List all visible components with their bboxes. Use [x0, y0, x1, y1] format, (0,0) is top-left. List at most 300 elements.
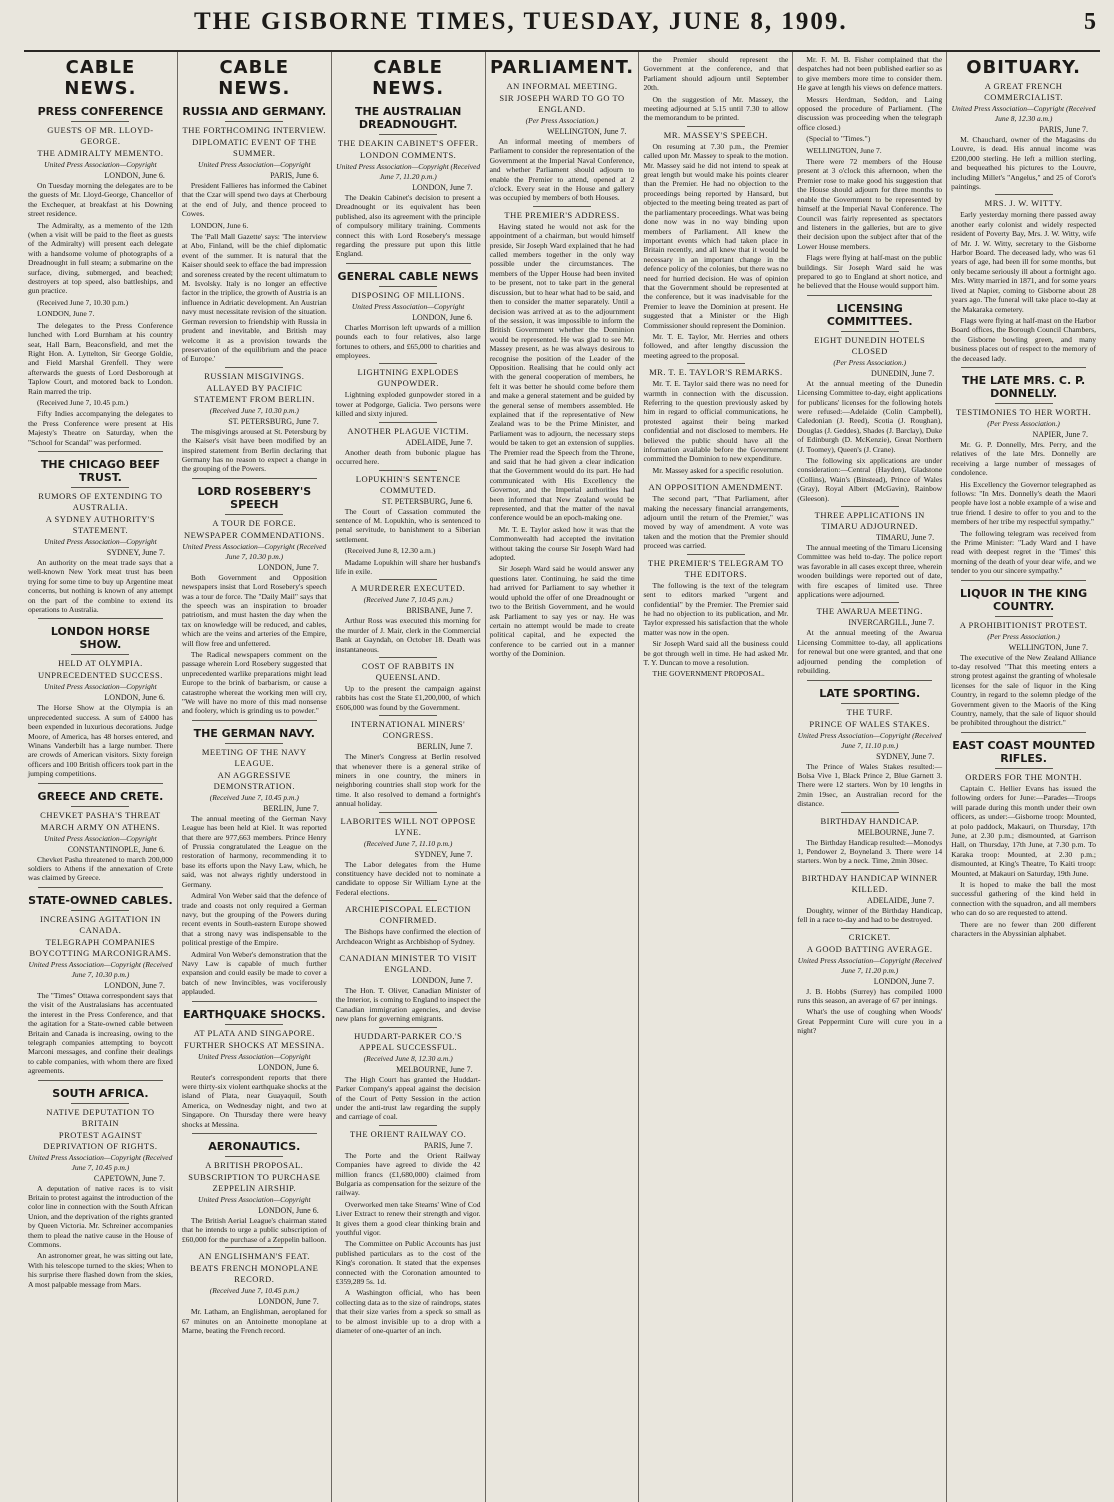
divider — [71, 121, 129, 122]
article-headline: EARTHQUAKE SHOCKS. — [183, 1007, 326, 1021]
wire-credit: (Per Press Association.) — [525, 116, 599, 125]
dateline: LONDON, June 6. — [412, 312, 473, 322]
article — [643, 554, 788, 679]
dateline: ADELAIDE, June 7. — [867, 895, 935, 905]
article-paragraph: Fifty Indies accompanying the delegates to the Press Conference were present at His Majesty's Theatre on Saturday, when the "School for Scandal" was performed. — [28, 409, 173, 447]
divider — [841, 602, 899, 603]
article-subheading: A SYDNEY AUTHORITY'S STATEMENT. — [45, 513, 156, 535]
article-subheading: HUDDART-PARKER CO.'S APPEAL SUCCESSFUL. — [354, 1030, 463, 1052]
dateline: ST. PETERSBURG, June 7. — [228, 416, 319, 426]
article — [336, 812, 481, 898]
article — [797, 55, 942, 291]
article-paragraph: The Radical newspapers comment on the passage wherein Lord Rosebery suggested that unprecedented warlike preparations might lead Europe to the brink of barbarism, or cause a catastrophe whereat the working men will cry, "We will have no more of this mad nonsense and foolery, which is grinding us to powder." — [181, 650, 327, 716]
article-paragraph: Mr. Latham, an Englishman, aeroplaned for 67 minutes on an Antoinette monoplane at Marne, beating the French record. — [181, 1307, 327, 1336]
article — [28, 105, 173, 447]
article-paragraph: The following telegram was received from the Prime Minister: "Lady Ward and I have read with deepest regret in the 'Times' this morning of the death of your dear wife, and we tender to you our sincere sympathy." — [951, 528, 1097, 576]
article-subheading: NATIVE DEPUTATION TO BRITAIN — [46, 1106, 155, 1128]
article-paragraph: Sir Joseph Ward said he would answer any questions later. Continuing, he said the time had arrived for Parliament to say whether it would uphold the offer of one Dreadnought or two to the British Government, and he would ask Parliament to say yes or nay. He was certain no attempt would be made to create political capital, and he expected the conference to be carried out in a manner worthy of the Dominion. — [489, 564, 635, 659]
section-heading: PARLIAMENT. — [489, 57, 635, 78]
masthead — [24, 8, 1100, 52]
article-paragraph: The British Aerial League's chairman stated that he intends to urge a public subscription of £60,000 for the purchase of a Zeppelin balloon. — [181, 1216, 327, 1244]
article-subheading: THE PREMIER'S TELEGRAM TO THE EDITORS. — [648, 557, 784, 579]
divider — [379, 949, 437, 950]
article-paragraph: Messrs Herdman, Seddon, and Laing opposed the procedure of Parliament. (The discussion was proceeding when the telegraph office closed.) — [797, 94, 943, 132]
article-headline: AERONAUTICS. — [208, 1140, 301, 1153]
divider — [71, 654, 129, 655]
article-subheading: LONDON COMMENTS. — [359, 150, 457, 160]
divider — [961, 580, 1086, 581]
wire-credit: United Press Association—Copyright (Received June 7, 10.30 p.m.) — [182, 541, 327, 561]
divider — [995, 768, 1053, 769]
article — [182, 367, 327, 474]
article-subheading: MARCH ARMY ON ATHENS. — [40, 821, 161, 832]
article-paragraph: The delegates to the Press Conference lunched with Lord Burnham at his country seat, Hall Barn, Beaconsfield, and met the Right Hon. A. Lyttelton, Sir George Goldie, and Field Marshal Grenfell. They were afterwards the guests of Lord Desborough at Taplow Court, and motored back to London. Rain marred the trip. — [28, 320, 173, 396]
article-subheading: INCREASING AGITATION IN CANADA. — [40, 913, 161, 935]
article-subheading: MR. T. E. TAYLOR'S REMARKS. — [649, 367, 783, 378]
article-subheading: THE ADMIRALTY MEMENTO. — [37, 148, 164, 158]
article-paragraph: (Received June 8, 12.30 a.m.) — [344, 546, 436, 556]
article-headline: PRESS CONFERENCE — [37, 105, 164, 118]
divider — [961, 732, 1086, 733]
article-subheading: AN INFORMAL MEETING. — [506, 81, 618, 91]
dateline: PARIS, June 7. — [423, 1140, 473, 1150]
article — [643, 55, 788, 123]
article-paragraph: Flags were flying at half-mast on the public buildings. Sir Joseph Ward said he was prepared to go to England at short notice, and he believed that the House would support him. — [797, 253, 943, 291]
article-subheading: RUMORS OF EXTENDING TO AUSTRALIA. — [38, 490, 163, 512]
article-paragraph: The Deakin Cabinet's decision to present a Dreadnought or its equivalent has been published, also its agreement with the principle of compulsory military training. Comments connect this with Lord Rosebery's message regarding the pressure put upon this little England. — [335, 193, 481, 259]
article — [182, 105, 327, 364]
divider — [961, 367, 1086, 368]
article-paragraph: There are no fewer than 200 different characters in the Abyssinian alphabet. — [951, 919, 1097, 938]
article — [28, 451, 173, 614]
article — [182, 478, 327, 716]
dateline: LONDON, June 7. — [258, 562, 319, 572]
article-paragraph: A deputation of native races is to visit Britain to protest against the introduction of the color line in connection with the South African Union, and the deprivation of the rights granted by Queen Victoria. Mr. Schreiner accompanies them to plead the native cause in the House of Commons. — [28, 1183, 173, 1249]
article-subheading: THE DEAKIN CABINET'S OFFER. — [337, 138, 479, 148]
article-headline: LORD ROSEBERY'S SPEECH — [197, 484, 312, 511]
divider — [225, 514, 283, 515]
article-paragraph: LONDON, June 6. — [190, 220, 249, 230]
dateline: WELLINGTON, June 7. — [1008, 642, 1089, 652]
divider — [71, 1103, 129, 1104]
article-paragraph: (Received June 7, 10.30 p.m.) — [37, 297, 129, 307]
article-subheading: AN AGGRESSIVE DEMONSTRATION. — [213, 769, 295, 791]
article-paragraph: The Miner's Congress at Berlin resolved that whenever there is a general strike of miners in one country, the miners in neighboring countries shall stop work for the time. It also resolved to demand a fortnight's annual holiday. — [335, 752, 481, 809]
article-paragraph: There were 72 members of the House present at 3 o'clock this afternoon, when the Premier rose to make good his suggestion that the House should adjourn for three months to enable the Government to be represented by himself at the Imperial Naval Conference. The Council was fairly represented as spectators and listeners in the galleries, but are to give their decision upon the subject after that of the Lower House members. — [797, 157, 943, 251]
article — [643, 363, 788, 475]
divider — [38, 783, 163, 784]
article-subheading: COST OF RABBITS IN QUEENSLAND. — [361, 660, 455, 682]
article-headline: THE AUSTRALIAN DREADNOUGHT. — [354, 105, 462, 131]
dateline: LONDON, June 7. — [873, 976, 935, 986]
dateline: SYDNEY, June 7. — [414, 849, 473, 859]
column-1 — [24, 52, 178, 1502]
article-paragraph: Mr. Massey asked for a specific resolution. — [652, 465, 784, 475]
article — [490, 81, 635, 203]
article-subheading: MEETING OF THE NAVY LEAGUE. — [201, 746, 307, 768]
article-paragraph: Arthur Ross was executed this morning for the murder of J. Mair, clerk in the Commercial Bank at Gayndah, on October 18. Death was instantaneous. — [335, 616, 481, 654]
article — [951, 81, 1096, 191]
article-paragraph: Admiral Von Weber's demonstration that the Navy Law is capable of much further expansion and could easily be made to cover a batch of new Invincibles, was vociferously applauded. — [181, 949, 327, 997]
article-paragraph: The Labor delegates from the Hume constituency have decided not to nominate a candidate to oppose Sir William Lyne at the Federal elections. — [335, 859, 481, 897]
article-paragraph: The 'Pall Mall Gazette' says: 'The interview at Abo, Finland, will be the chief diplomatic event of the summer. It is natural that the Kaiser should seek to efface the bad impression and soreness created by the recent ultimatum to M. Isvolsky. Italy is no longer an effective factor in the triplice, the growth of Austria is an influence in Adriatic development. An Austrian navy must necessitate revision of the situation. German reversion to friendship with Russia in prudent and inevitable, and British may welcome it as a provision towards the preservation of the equilibrium and the peace of Europe.' — [181, 232, 327, 364]
section-heading: CABLE NEWS. — [218, 57, 291, 99]
article-subheading: ANOTHER PLAGUE VICTIM. — [347, 425, 469, 436]
dateline: ADELAIDE, June 7. — [405, 437, 473, 447]
article — [336, 470, 481, 577]
article-paragraph: The Admiralty, as a memento of the 12th (when a visit will be paid to the fleet as guests of the Admiralty) will present each delegate with a handsome volume of photographs of a Dreadnought in full steam; a submarine on the surface, diving, submerged, and beached; destroyers at top speed, also battleships, and gun practice. — [28, 220, 173, 296]
article-paragraph: Chevket Pasha threatened to march 200,000 soldiers to Athens if the annexation of Crete was claimed by Greece. — [28, 854, 173, 883]
divider — [379, 470, 437, 471]
wire-credit: United Press Association—Copyright — [198, 1195, 311, 1204]
article-subheading: PRINCE OF WALES STAKES. — [809, 718, 931, 729]
column-3 — [332, 52, 486, 1502]
article — [28, 618, 173, 778]
dateline: WELLINGTON, June 7. — [547, 127, 627, 136]
article — [490, 206, 635, 659]
divider — [379, 1125, 437, 1126]
article-paragraph: His Excellency the Governor telegraphed as follows: "In Mrs. Donnelly's death the Maori people have lost a noble example of a wise and true friend. I desire to offer to you and to the members of her tribe my respectful sympathy." — [951, 479, 1097, 527]
wire-credit: United Press Association—Copyright — [351, 301, 465, 311]
article-paragraph: Both Government and Opposition newspapers insist that Lord Rosebery's speech was a tour de force. The "Daily Mail" says that the speech was an inspiration to broader patriotism, and must hasten the day when the tax on knowledge will be reduced, and cables, which are the veins and arteries of the Empire, will flow free and unfettered. — [181, 572, 327, 648]
divider — [192, 478, 317, 479]
article-subheading: SIR JOSEPH WARD TO GO TO ENGLAND. — [499, 93, 625, 114]
divider — [687, 554, 745, 555]
article-paragraph: An informal meeting of members of Parliament to consider the representation of the Government at the Imperial Naval Conference, and whether Parliament should adjourn to enable the Premier to attend, opened at 2 o'clock. Every seat in the House and gallery was occupied by members of both Houses. — [489, 137, 635, 203]
article-paragraph: the Premier should represent the Government at the conference, and that Parliament should adjourn until September 20th. — [643, 55, 789, 93]
divider — [225, 121, 283, 122]
divider — [225, 1247, 283, 1248]
column-4 — [486, 52, 640, 1502]
divider — [38, 451, 163, 452]
article — [28, 783, 173, 883]
article-paragraph: Another death from bubonic plague has occurred here. — [335, 447, 481, 467]
wire-credit: United Press Association—Copyright (Received June 8, 12.30 a.m.) — [951, 104, 1096, 123]
article-subheading: LABORITES WILL NOT OPPOSE LYNE. — [340, 815, 476, 837]
wire-credit: United Press Association—Copyright — [44, 536, 157, 546]
article-subheading: A BRITISH PROPOSAL. — [205, 1160, 304, 1170]
divider — [38, 887, 163, 888]
wire-credit: United Press Association—Copyright — [44, 682, 157, 692]
article-headline: RUSSIA AND GERMANY. — [182, 105, 327, 118]
article — [336, 715, 481, 808]
divider — [533, 206, 591, 207]
article — [28, 887, 173, 1076]
wire-credit: United Press Association—Copyright — [198, 1051, 311, 1061]
article-subheading: DIPLOMATIC EVENT OF THE SUMMER. — [192, 137, 317, 158]
wire-credit: United Press Association—Copyright — [198, 160, 311, 169]
article-subheading: TELEGRAPH COMPANIES BOYCOTTING MARCONIGRAMS. — [29, 936, 172, 958]
article-subheading: LOPUKHIN'S SENTENCE COMMUTED. — [355, 473, 461, 495]
columns — [24, 52, 1100, 1502]
article-subheading: TESTIMONIES TO HER WORTH. — [955, 406, 1092, 417]
article-paragraph: The High Court has granted the Huddart-Parker Company's appeal against the decision of the Court of Petty Session in the action under the anti-trust law regarding the supply and carriage of coal. — [335, 1074, 481, 1122]
article-headline: THE GERMAN NAVY. — [193, 726, 315, 740]
column-5 — [639, 52, 793, 1502]
article-paragraph: What's the use of coughing when Woods' Great Peppermint Cure will cure you in a night? — [797, 1007, 943, 1036]
divider — [346, 263, 471, 264]
article-paragraph: The Porte and the Orient Railway Companies have agreed to divide the 42 million francs (£1,680,000) claimed from Bulgaria as compensation for the seizure of the railway. — [335, 1150, 481, 1198]
article-headline: STATE-OWNED CABLES. — [28, 893, 173, 907]
article-subheading: THE ORIENT RAILWAY CO. — [349, 1128, 467, 1139]
divider — [379, 900, 437, 901]
divider — [379, 422, 437, 423]
article — [336, 1027, 481, 1122]
divider — [807, 295, 932, 296]
dateline: NAPIER, June 7. — [1032, 429, 1089, 439]
article — [182, 1001, 327, 1129]
article-headline: GREECE AND CRETE. — [37, 789, 164, 803]
article-subheading: MRS. J. W. WITTY. — [984, 198, 1063, 209]
wire-credit: United Press Association—Copyright — [44, 160, 157, 169]
dateline: TIMARU, June 7. — [875, 533, 935, 543]
article-subheading: UNPRECEDENTED SUCCESS. — [38, 670, 163, 681]
section-heading: CABLE NEWS. — [64, 57, 137, 99]
divider — [379, 812, 437, 813]
article-paragraph: Lightning exploded gunpowder stored in a tower at Podgorge, Galicia. Two persons were killed and sixty injured. — [335, 390, 481, 419]
divider — [225, 743, 283, 744]
wire-credit: United Press Association—Copyright (Received June 7, 10.30 p.m.) — [28, 959, 173, 979]
wire-credit: (Per Press Association.) — [987, 631, 1060, 641]
divider — [995, 194, 1053, 195]
article-subheading: A PROHIBITIONIST PROTEST. — [959, 619, 1088, 630]
article-subheading: THE TURF. — [846, 706, 893, 717]
article-subheading: THE AWARUA MEETING. — [816, 606, 923, 617]
article-paragraph: THE GOVERNMENT PROPOSAL. — [652, 669, 765, 679]
article-subheading: A TOUR DE FORCE. — [212, 517, 297, 528]
article — [336, 900, 481, 946]
divider — [841, 812, 899, 813]
article-subheading: SUBSCRIPTION TO PURCHASE ZEPPELIN AIRSHIP. — [188, 1172, 321, 1193]
divider — [995, 403, 1053, 404]
article — [336, 263, 481, 361]
article-paragraph: Mr. F. M. B. Fisher complained that the despatches had not been published earlier so as to give members more time to consider them. He gave at length his views on defence matters. — [797, 55, 943, 93]
article-paragraph: The following six applications are under consideration:—Central (Hayden), Gladstone (Collins), Wain's (Binstead), Prince of Wales (Gray), Royal Albert (McGavin), Rainbow (Gleeson). — [797, 456, 943, 503]
wire-credit: (Received June 8, 12.30 a.m.) — [363, 1053, 453, 1063]
article-paragraph: Admiral Von Weber said that the defence of trade and coasts not only required a German navy, but the grouping of the Powers during recent events in South-eastern Europe showed that a strong navy was indispensable to the political prestige of the Empire. — [181, 891, 327, 948]
article-subheading: CHEVKET PASHA'S THREAT — [40, 809, 161, 820]
column-7 — [947, 52, 1100, 1502]
article-paragraph: A Washington official, who has been collecting data as to the size of raindrops, states that their size varies from a speck so small as to be almost invisible up to a drop with a diameter of one-quarter of an inch. — [335, 1288, 481, 1336]
divider — [38, 618, 163, 619]
wire-credit: (Received June 7, 10.45 p.m.) — [363, 595, 453, 605]
article-subheading: EIGHT DUNEDIN HOTELS CLOSED — [814, 334, 926, 356]
article-subheading: MR. MASSEY'S SPEECH. — [663, 129, 768, 140]
article-paragraph: The second part, "That Parliament, after making the necessary financial arrangements, adjourn until the return of the Premier," was moved by way of amendment. A vote was taken and the motion that the Premier should proceed was carried. — [643, 494, 789, 551]
article — [797, 812, 942, 866]
article-paragraph: Overworked men take Stearns' Wine of Cod Liver Extract to renew their strength and vigor. It gives them a good clear thinking brain and youthful vigor. — [335, 1199, 481, 1237]
article-paragraph: (Special to "Times.") — [806, 134, 871, 144]
divider — [379, 134, 437, 135]
article — [182, 1133, 327, 1244]
column-2 — [178, 52, 332, 1502]
masthead-title: THE GISBORNE TIMES, TUESDAY, JUNE 8, 1909. — [194, 8, 848, 35]
article-paragraph: President Fallieres has informed the Cabinet that the Czar will spend two days at Cherbourg at the end of July, and thence proceed to Cowes. — [181, 181, 327, 219]
article — [643, 126, 788, 360]
divider — [687, 363, 745, 364]
dateline: LONDON, June 6. — [104, 693, 165, 703]
article — [336, 105, 481, 259]
divider — [379, 715, 437, 716]
article-paragraph: Doughty, winner of the Birthday Handicap, fell in a race to-day and had to be destroyed. — [797, 905, 943, 925]
dateline: ST. PETERSBURG, June 6. — [382, 496, 473, 506]
dateline: PARIS, June 7. — [1039, 125, 1089, 134]
divider — [225, 1156, 283, 1157]
article-paragraph: Up to the present the campaign against rabbits has cost the State £1,200,000, of which £606,000 was found by the Government. — [335, 683, 481, 712]
wire-credit: United Press Association—Copyright — [44, 833, 157, 843]
article-paragraph: On the suggestion of Mr. Massey, the meeting adjourned at 5.15 until 7.30 to allow the memorandum to be printed. — [643, 94, 789, 123]
article-subheading: A MURDERER EXECUTED. — [351, 583, 466, 594]
article-subheading: ARCHIEPISCOPAL ELECTION CONFIRMED. — [345, 904, 472, 926]
article-subheading: CANADIAN MINISTER TO VISIT ENGLAND. — [339, 953, 477, 975]
article-headline: LONDON HORSE SHOW. — [50, 625, 150, 652]
article-paragraph: On Tuesday morning the delegates are to be the guests of Mr. Lloyd-George, Chancellor of the Exchequer, at breakfast at his Downing street residence. — [28, 181, 173, 219]
dateline: LONDON, June 7. — [412, 183, 473, 192]
article — [182, 1247, 327, 1335]
article-paragraph: Captain C. Hellier Evans has issued the following orders for June:—Parades—Troops will parade during this month under their own officers, as under:—Gisborne troop: Mounted, at polo paddock, Makauri, on Thursday, 17th June, at 2.30 p.m.; dismounted, at Garrison Hall, on Thursday, 17th June, at 7.30 p.m. To Karaka troop: Mounted, at 2.30 p.m.; dismounted, at King's Theatre, To Kaiti troop: Mounted, at Makauri on Saturday, 19th June. — [951, 783, 1097, 878]
divider — [841, 506, 899, 507]
article — [797, 680, 942, 809]
article-subheading: ORDERS FOR THE MONTH. — [965, 771, 1082, 782]
article-paragraph: The Prince of Wales Stakes resulted:—Bolsa Vive 1, Black Prince 2, Blue Garnett 3. There were 12 starters. Won by 10 lengths in 2min 19sec, an Australian record for the distance. — [797, 761, 943, 809]
dateline: CAPETOWN, June 7. — [93, 1173, 165, 1183]
article-paragraph: The Birthday Handicap resulted:—Monodys 1, Pendower 2, Boyneland 3. There were 14 starters. Won by a neck. Time, 2min 30sec. — [797, 837, 943, 866]
article-paragraph: The Hon. T. Oliver, Canadian Minister of the Interior, is coming to England to inspect the Canadian immigration agencies, and devise new plans for governing emigrants. — [335, 986, 481, 1024]
divider — [379, 363, 437, 364]
article-paragraph: The Committee on Public Accounts has just published particulars as to the cost of the King's coronation. It stated that the expenses connected with the Coronation amounted to £359,289 5s. 1d. — [335, 1239, 481, 1286]
article-paragraph: An astronomer great, he was sitting out late, With his telescope turned to the skies; When to his surprise there flashed down from the skies, A most palpable message from Mars. — [28, 1251, 173, 1289]
divider — [687, 126, 745, 127]
article-paragraph: On resuming at 7.30 p.m., the Premier called upon Mr. Massey to speak to the motion. Mr. Massey said he did not intend to speak at great length but would make his points clearer than the Premier. He had no objection to the proceedings being reported by Hansard, but objected to the meeting being treated as part of the parliamentary proceedings. What was being done now was in no way binding upon members of Parliament. All knew the important events which had taken place in Britain recently, and all knew that it would be necessary in an important change in the defence policy of the colonies, but there was no need for hurried decision. He was of opinion that the Government should be represented at the conference, but it was inadvisable for the Premier to leave the Dominion at present. He suggested that a Minister or the High Commissioner should represent the Dominion. — [643, 141, 789, 330]
section-heading: OBITUARY. — [966, 57, 1081, 78]
article-subheading: AT PLATA AND SINGAPORE. — [193, 1027, 315, 1038]
article — [951, 580, 1096, 728]
dateline: MELBOURNE, June 7. — [396, 1064, 473, 1074]
article — [951, 367, 1096, 576]
article-paragraph: Flags were flying at half-mast on the Harbor Board offices, the Borough Council Chambers, the Gisborne bowling green, and many business places out of respect to the memory of the deceased lady. — [951, 315, 1097, 363]
article — [336, 579, 481, 654]
article-subheading: A GOOD BATTING AVERAGE. — [806, 943, 933, 954]
divider — [841, 869, 899, 870]
dateline: DUNEDIN, June 7. — [871, 368, 935, 378]
dateline: SYDNEY, June 7. — [876, 751, 935, 761]
article-paragraph: The "Times" Ottawa correspondent says that the visit of the Australasians has accentuated the interest in the Press Conference, and that the agitation for a State-owned cable between Britain and Canada is increasing, owing to the telegraph companies attempting to boycott Marconi messages, and confine their dealings to cable companies, with whom there are fixed agreements. — [28, 990, 173, 1076]
article — [336, 657, 481, 712]
divider — [841, 928, 899, 929]
divider — [71, 806, 129, 807]
dateline: MELBOURNE, June 7. — [857, 827, 935, 837]
article-subheading: ALLAYED BY PACIFIC STATEMENT FROM BERLIN. — [193, 382, 315, 404]
article-paragraph: The annual meeting of the Timaru Licensing Committee was held to-day. The police report was favorable in all cases except three, wherein wooden buildings were reported out of date, with fire escapes of limited use. Three applications were adjourned. — [797, 543, 943, 600]
divider — [71, 910, 129, 911]
article-paragraph: Mr. T. E. Taylor, Mr. Herries and others followed, and after lengthy discussion the meeting agreed to the proposal. — [643, 331, 789, 360]
article-paragraph: The Horse Show at the Olympia is an unprecedented success. A sum of £4000 has been expended in luxurious decorations. Judge Moore, of America, has 48 horses entered, and Winans Vanderbilt has a large number. There are crowds of American visitors. Sixty foreign officers and 100 British officers took part in the jumping competitions. — [28, 703, 173, 779]
article-paragraph: Mr. T. E. Taylor asked how it was that the Commonwealth had accepted the invitation without taking the course Sir Joseph Ward had adopted. — [489, 524, 635, 563]
article-paragraph: M. Chauchard, owner of the Magasins du Louvre, is dead. His annual income was £200,000 sterling. He left a million sterling, and bequeathed his pictures to the Louvre, including Millet's "Angelus," and 25 of Corot's paintings. — [951, 135, 1097, 192]
article — [28, 1080, 173, 1289]
article-paragraph: Having stated he would not ask for the appointment of a chairman, but would himself preside, Sir Joseph Ward explained that he had called members together in the only way possible under the circumstances. The members of the Upper House had been invited to be present, not to take part in the general discussion, but to hear what had to be said, and then to consider the matter separately. Until a decision was arrived at as to the adjournment of the session, it was impossible to inform the British Government whether the Dominion would be represented. He was glad to see Mr. Massey present, as he was always desirous to recognise the position of the Leader of the Opposition. Realising that he could only act with the general cooperation of members, he felt it was better he should come before them and make a general statement and be guided by the general sense of members assembled. He explained that if the representative of New Zealand was to be the Prime Minister, and Parliament was to adjourn, the necessary steps would be taken to get an extension of supplies. The Premier read the Speech from the Throne, and said that he had given a clear indication that the Government would do its part. He had communicated with His Excellency the Governor, and the Imperial authorities had been informed that New Zealand would be represented, and that the matter of the naval conference would be an epoch-making one. — [489, 221, 635, 523]
article-paragraph: J. B. Hobbs (Surrey) has compiled 1000 runs this season, an average of 67 per innings. — [797, 986, 943, 1005]
article-subheading: AN OPPOSITION AMENDMENT. — [648, 482, 784, 493]
wire-credit: United Press Association—Copyright (Received June 7, 11.20 p.m.) — [797, 955, 942, 975]
article — [797, 506, 942, 599]
column-6 — [793, 52, 947, 1502]
wire-credit: (Per Press Association.) — [833, 357, 907, 367]
section-heading: CABLE NEWS. — [372, 57, 445, 99]
article-subheading: DISPOSING OF MILLIONS. — [351, 289, 465, 300]
article-subheading: BIRTHDAY HANDICAP WINNER KILLED. — [801, 872, 938, 894]
wire-credit: United Press Association—Copyright (Received June 7, 10.45 p.m.) — [28, 1152, 173, 1172]
article-subheading: THREE APPLICATIONS IN TIMARU ADJOURNED. — [814, 510, 925, 532]
article-paragraph: Charles Morrison left upwards of a million pounds each to four relatives, also large fortunes to others, and £65,000 to charities and employees. — [335, 322, 481, 361]
article-paragraph: An authority on the meat trade says that a well-known New York meat trust has been trying for some time to buy up Argentine meat concerns, but nothing is known of any attempt on the part of the combine to extend its operations to Australia. — [28, 557, 173, 614]
divider — [192, 1133, 317, 1134]
wire-credit: (Received June 7, 11.10 p.m.) — [363, 838, 453, 848]
article-headline: THE LATE MRS. C. P. DONNELLY. — [961, 373, 1086, 400]
divider — [379, 286, 437, 287]
dateline: LONDON, June 6. — [258, 1062, 319, 1072]
article-paragraph: At the annual meeting of the Awarua Licensing Committee to-day, all applications for renewal but one were granted, and that one adjourned pending the completion of rebuilding. — [797, 628, 943, 676]
dateline: LONDON, June 7. — [412, 976, 473, 986]
article-subheading: GUESTS OF MR. LLOYD-GEORGE. — [47, 125, 154, 146]
divider — [379, 1027, 437, 1028]
article — [336, 949, 481, 1024]
article-paragraph: The executive of the New Zealand Alliance to-day resolved "That this meeting enters a strong protest against the granting of wholesale licenses for the sale of liquor in the King Country, in regard to the solemn pledge of the Government given to the Maoris of the King Country, namely, that the sale of liquor should be prohibited throughout the district." — [951, 652, 1097, 728]
dateline: INVERCARGILL, June 7. — [848, 618, 935, 628]
article-headline: LATE SPORTING. — [819, 686, 921, 700]
divider — [841, 703, 899, 704]
wire-credit: (Received June 7, 10.45 p.m.) — [209, 1286, 299, 1296]
article-subheading: THE PREMIER'S ADDRESS. — [504, 209, 620, 220]
divider — [379, 657, 437, 658]
article-paragraph: The misgivings aroused at St. Petersburg by the Kaiser's visit have been modified by an inspired statement from Berlin declaring that Germany has no reason to expect a change in the grouping of the Powers. — [181, 426, 327, 474]
dateline: BERLIN, June 7. — [263, 803, 319, 813]
article-subheading: BIRTHDAY HANDICAP. — [820, 815, 919, 826]
divider — [38, 1080, 163, 1081]
article-subheading: LIGHTNING EXPLODES GUNPOWDER. — [357, 367, 459, 389]
article-subheading: HELD AT OLYMPIA. — [58, 658, 143, 669]
article — [951, 732, 1096, 939]
divider — [71, 487, 129, 488]
article-headline: LICENSING COMMITTEES. — [826, 301, 913, 328]
divider — [192, 1001, 317, 1002]
article-paragraph: WELLINGTON, June 7. — [806, 145, 882, 155]
dateline: LONDON, June 7. — [104, 980, 165, 990]
article — [336, 1125, 481, 1336]
article-subheading: FURTHER SHOCKS AT MESSINA. — [184, 1039, 325, 1050]
article — [182, 720, 327, 997]
article-subheading: A GREAT FRENCH COMMERCIALIST. — [984, 81, 1064, 102]
article-headline: EAST COAST MOUNTED RIFLES. — [952, 738, 1095, 765]
article — [336, 422, 481, 467]
article-paragraph: The following is the text of the telegram sent to editors marked "urgent and confidential" by the Premier. The Premier said he had no objection to its publication, and Mr. Taylor expressed his satisfaction that the whole matter was now in the open. — [643, 580, 789, 637]
dateline: LONDON, June 6. — [104, 171, 165, 180]
article — [797, 602, 942, 675]
divider — [687, 478, 745, 479]
article-subheading: RUSSIAN MISGIVINGS. — [204, 370, 305, 381]
article-headline: THE CHICAGO BEEF TRUST. — [40, 457, 160, 484]
divider — [995, 616, 1053, 617]
dateline: LONDON, June 6. — [258, 1206, 319, 1215]
article-paragraph: Mr. G. P. Donnelly, Mrs. Perry, and the relatives of the late Mrs. Donnelly are receiving a large number of messages of condolence. — [951, 439, 1097, 478]
article-paragraph: At the annual meeting of the Dunedin Licensing Committee to-day, eight applications for publicans' licenses for the following hotels were refused:—Adelaide (Colin Campbell), Caledonian (J. Reed), Scotia (J. Roughan), Douglas (J. Geddes), Shades (J. Barclay), Duke of Edinburgh (D. McKenzie), Great Northern (J. Toomey), Queen's (J. Crane). — [797, 378, 943, 454]
divider — [225, 367, 283, 368]
article — [951, 194, 1096, 363]
divider — [225, 1024, 283, 1025]
article-headline: SOUTH AFRICA. — [52, 1086, 149, 1100]
article-paragraph: Mr. T. E. Taylor said there was no need for warmth in connection with the discussion. Referring to the question previously asked by him in regard to official communications, he protested against their being marked confidential and not disclosed to members. He believed the public should have all the information available before the Government committed the Dominion to new expenditure. — [643, 379, 789, 464]
dateline: PARIS, June 6. — [270, 171, 319, 180]
